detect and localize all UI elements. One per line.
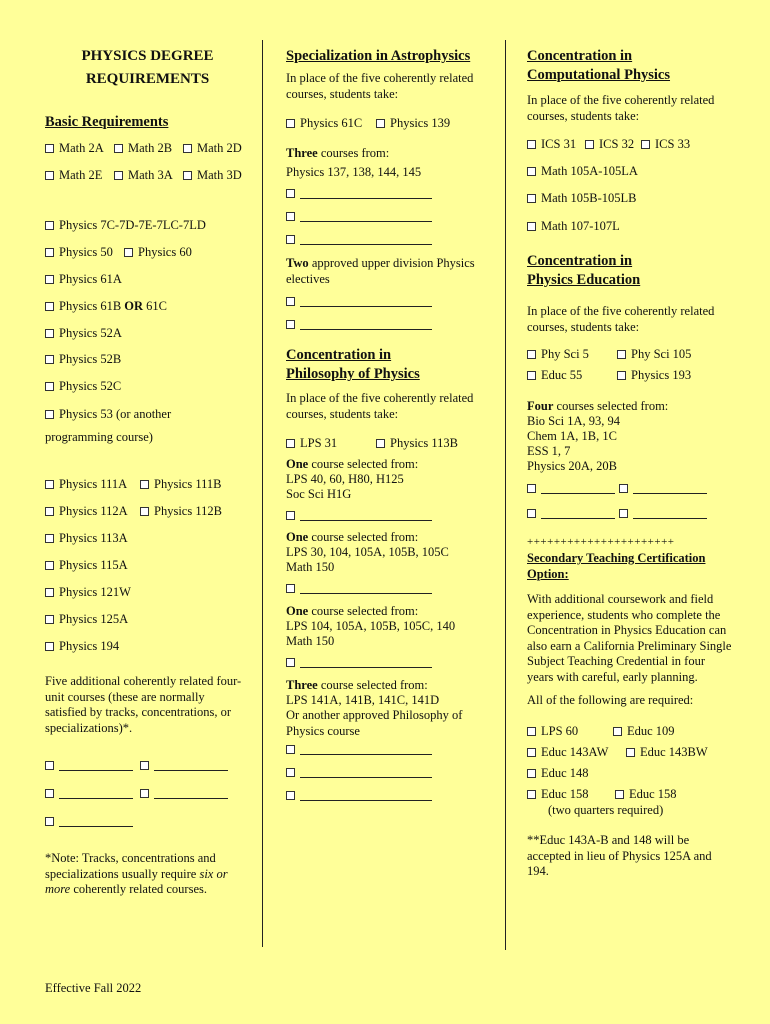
four-list-1: Bio Sci 1A, 93, 94: [527, 414, 621, 428]
checkbox-icon[interactable]: [286, 658, 295, 667]
checkbox-physics-113a[interactable]: Physics 113A: [45, 531, 128, 547]
checkbox-icon[interactable]: [114, 171, 123, 180]
elective-blank-3[interactable]: [45, 786, 133, 802]
elective-blank-1[interactable]: [45, 758, 133, 774]
checkbox-icon[interactable]: [140, 507, 149, 516]
one-course-list-3b: Math 150: [286, 634, 335, 648]
checkbox-educ-143aw[interactable]: Educ 143AW: [527, 745, 608, 761]
checkbox-phy-sci-5[interactable]: Phy Sci 5: [527, 347, 589, 363]
checkbox-educ-109[interactable]: Educ 109: [613, 724, 675, 740]
checkbox-icon[interactable]: [45, 302, 54, 311]
philosophy-intro: In place of the five coherently related courses, students take:: [286, 391, 474, 421]
checkbox-physics-52c[interactable]: Physics 52C: [45, 379, 121, 395]
checkbox-math-107[interactable]: Math 107-107L: [527, 219, 620, 235]
checkbox-lps-60[interactable]: LPS 60: [527, 724, 578, 740]
checkbox-lps-31[interactable]: LPS 31: [286, 436, 337, 452]
checkbox-icon[interactable]: [286, 235, 295, 244]
astro-blank-4[interactable]: [286, 294, 432, 310]
astro-blank-3[interactable]: [286, 232, 432, 248]
checkbox-physics-52a[interactable]: Physics 52A: [45, 326, 122, 342]
checkbox-icon[interactable]: [527, 140, 536, 149]
one-course-label-1: One course selected from:: [286, 457, 419, 471]
checkbox-icon[interactable]: [183, 171, 192, 180]
elective-blank-5[interactable]: [45, 814, 133, 830]
checkbox-physics-61a[interactable]: Physics 61A: [45, 272, 122, 288]
checkbox-physics-115a[interactable]: Physics 115A: [45, 558, 128, 574]
checkbox-math-2e[interactable]: Math 2E: [45, 168, 102, 184]
title-line-2: REQUIREMENTS: [85, 71, 210, 87]
checkbox-icon[interactable]: [140, 761, 149, 770]
checkbox-icon[interactable]: [527, 727, 536, 736]
checkbox-icon[interactable]: [45, 144, 54, 153]
checkbox-icon[interactable]: [585, 140, 594, 149]
checkbox-icon[interactable]: [286, 439, 295, 448]
page-title: [45, 45, 250, 91]
educ-footnote: **Educ 143A-B and 148 will be accepted in lieu of Physics 125A and 194.: [527, 833, 712, 878]
checkbox-physics-194[interactable]: Physics 194: [45, 639, 119, 655]
checkbox-physics-111b[interactable]: Physics 111B: [140, 477, 222, 493]
phil-blank-1[interactable]: [286, 508, 432, 524]
checkbox-icon[interactable]: [619, 509, 628, 518]
edu-blank-1[interactable]: [527, 481, 615, 497]
checkbox-math-2a[interactable]: Math 2A: [45, 141, 104, 157]
checkbox-icon[interactable]: [527, 769, 536, 778]
phil-blank-4[interactable]: [286, 742, 432, 758]
checkbox-icon[interactable]: [45, 642, 54, 651]
one-course-list-3: LPS 104, 105A, 105B, 105C, 140: [286, 619, 456, 633]
checkbox-icon[interactable]: [183, 144, 192, 153]
physics-53-note: programming course): [45, 430, 153, 444]
checkbox-educ-158-b[interactable]: Educ 158: [615, 787, 677, 803]
one-course-list-1: LPS 40, 60, H80, H125: [286, 472, 404, 486]
checkbox-icon[interactable]: [45, 329, 54, 338]
title-line-1: PHYSICS DEGREE: [81, 48, 214, 64]
checkbox-icon[interactable]: [45, 507, 54, 516]
checkbox-icon[interactable]: [527, 748, 536, 757]
checkbox-physics-60[interactable]: Physics 60: [124, 245, 192, 261]
checkbox-icon[interactable]: [45, 382, 54, 391]
astrophysics-intro: In place of the five coherently related courses, students take:: [286, 71, 474, 101]
basic-requirements-heading: Basic Requirements: [45, 114, 169, 130]
computational-heading: Concentration in Computational Physics: [527, 48, 671, 83]
four-list-3: ESS 1, 7: [527, 444, 571, 458]
checkbox-icon[interactable]: [140, 789, 149, 798]
three-course-or: Or another approved Philosophy of Physics course: [286, 708, 463, 738]
checkbox-icon[interactable]: [45, 817, 54, 826]
edu-blank-2[interactable]: [619, 481, 707, 497]
checkbox-icon[interactable]: [286, 511, 295, 520]
astro-blank-1[interactable]: [286, 186, 432, 202]
checkbox-physics-7[interactable]: Physics 7C-7D-7E-7LC-7LD: [45, 218, 206, 234]
checkbox-icon[interactable]: [376, 439, 385, 448]
secondary-teaching-heading: Secondary Teaching Certification Option:: [527, 551, 706, 581]
checkbox-icon[interactable]: [286, 189, 295, 198]
one-course-list-1b: Soc Sci H1G: [286, 487, 352, 501]
checkbox-math-2d[interactable]: Math 2D: [183, 141, 242, 157]
astrophysics-heading: Specialization in Astrophysics: [286, 48, 471, 64]
checkbox-icon[interactable]: [641, 140, 650, 149]
checkbox-icon[interactable]: [286, 320, 295, 329]
three-course-label-2: Three course selected from:: [286, 678, 428, 692]
checkbox-ics-32[interactable]: ICS 32: [585, 137, 634, 153]
checkbox-icon[interactable]: [45, 789, 54, 798]
checkbox-icon[interactable]: [615, 790, 624, 799]
three-courses-label: Three courses from:: [286, 146, 390, 160]
checkbox-icon[interactable]: [286, 745, 295, 754]
checkbox-icon[interactable]: [626, 748, 635, 757]
checkbox-icon[interactable]: [286, 584, 295, 593]
checkbox-physics-112b[interactable]: Physics 112B: [140, 504, 222, 520]
checkbox-educ-158-a[interactable]: Educ 158: [527, 787, 589, 803]
phil-blank-6[interactable]: [286, 788, 432, 804]
checkbox-icon[interactable]: [619, 484, 628, 493]
five-additional-text: Five additional coherently related four-unit courses (these are normally satisfied by tracks, concentrations, or specializations)*.: [45, 674, 242, 735]
checkbox-physics-113b[interactable]: Physics 113B: [376, 436, 458, 452]
checkbox-icon[interactable]: [527, 484, 536, 493]
checkbox-icon[interactable]: [45, 615, 54, 624]
elective-blank-4[interactable]: [140, 786, 228, 802]
checkbox-icon[interactable]: [527, 371, 536, 380]
checkbox-physics-61c[interactable]: Physics 61C: [286, 116, 362, 132]
checkbox-physics-139[interactable]: Physics 139: [376, 116, 450, 132]
astro-blank-2[interactable]: [286, 209, 432, 225]
astro-blank-5[interactable]: [286, 317, 432, 333]
checkbox-icon[interactable]: [45, 561, 54, 570]
checkbox-phy-sci-105[interactable]: Phy Sci 105: [617, 347, 691, 363]
checkbox-icon[interactable]: [45, 275, 54, 284]
checkbox-physics-53[interactable]: Physics 53 (or another: [45, 407, 171, 423]
education-intro: In place of the five coherently related courses, students take:: [527, 304, 715, 334]
divider-right: [505, 40, 506, 950]
checkbox-icon[interactable]: [45, 248, 54, 257]
one-course-list-2: LPS 30, 104, 105A, 105B, 105C: [286, 545, 449, 559]
checkbox-icon[interactable]: [124, 248, 133, 257]
checkbox-icon[interactable]: [527, 350, 536, 359]
checkbox-icon[interactable]: [114, 144, 123, 153]
checkbox-icon[interactable]: [286, 791, 295, 800]
four-list-2: Chem 1A, 1B, 1C: [527, 429, 617, 443]
checkbox-physics-52b[interactable]: Physics 52B: [45, 352, 121, 368]
secondary-teaching-text: With additional coursework and field experience, students who complete the Concentration in Physics Education can also earn a California Preliminary Single Subject Teaching Credential in four years with careful, early planning.: [527, 592, 732, 684]
two-quarters-note: (two quarters required): [548, 803, 664, 817]
checkbox-icon[interactable]: [286, 119, 295, 128]
checkbox-physics-50[interactable]: Physics 50: [45, 245, 113, 261]
four-courses-label: Four courses selected from:: [527, 399, 669, 413]
checkbox-physics-121w[interactable]: Physics 121W: [45, 585, 131, 601]
checkbox-icon[interactable]: [527, 509, 536, 518]
divider-left: [262, 40, 263, 947]
tracks-note: *Note: Tracks, concentrations and specializations usually require six or more coherently related courses.: [45, 851, 228, 896]
one-course-label-3: One course selected from:: [286, 604, 419, 618]
elective-blank-2[interactable]: [140, 758, 228, 774]
checkbox-icon[interactable]: [527, 194, 536, 203]
checkbox-math-2b[interactable]: Math 2B: [114, 141, 172, 157]
checkbox-math-3d[interactable]: Math 3D: [183, 168, 242, 184]
all-required-label: All of the following are required:: [527, 693, 694, 707]
phil-blank-3[interactable]: [286, 655, 432, 671]
checkbox-icon[interactable]: [527, 167, 536, 176]
checkbox-icon[interactable]: [527, 222, 536, 231]
checkbox-icon[interactable]: [613, 727, 622, 736]
checkbox-math-3a[interactable]: Math 3A: [114, 168, 173, 184]
three-course-list-2: LPS 141A, 141B, 141C, 141D: [286, 693, 440, 707]
checkbox-educ-148[interactable]: Educ 148: [527, 766, 589, 782]
edu-blank-4[interactable]: [619, 506, 707, 522]
checkbox-ics-31[interactable]: ICS 31: [527, 137, 576, 153]
checkbox-physics-125a[interactable]: Physics 125A: [45, 612, 128, 628]
three-courses-list: Physics 137, 138, 144, 145: [286, 165, 422, 179]
computational-intro: In place of the five coherently related courses, students take:: [527, 93, 715, 123]
checkbox-icon[interactable]: [45, 761, 54, 770]
checkbox-math-105b[interactable]: Math 105B-105LB: [527, 191, 636, 207]
checkbox-icon[interactable]: [286, 212, 295, 221]
phil-blank-2[interactable]: [286, 581, 432, 597]
one-course-label-2: One course selected from:: [286, 530, 419, 544]
checkbox-educ-143bw[interactable]: Educ 143BW: [626, 745, 708, 761]
checkbox-icon[interactable]: [527, 790, 536, 799]
checkbox-icon[interactable]: [45, 355, 54, 364]
checkbox-icon[interactable]: [45, 534, 54, 543]
checkbox-icon[interactable]: [617, 350, 626, 359]
footer-effective-date: Effective Fall 2022: [45, 981, 142, 995]
checkbox-icon[interactable]: [286, 768, 295, 777]
checkbox-physics-61b-61c[interactable]: Physics 61B OR 61C: [45, 299, 167, 315]
checkbox-icon[interactable]: [140, 480, 149, 489]
education-heading: Concentration in Physics Education: [527, 253, 641, 288]
checkbox-physics-193[interactable]: Physics 193: [617, 368, 691, 384]
checkbox-icon[interactable]: [45, 410, 54, 419]
checkbox-icon[interactable]: [45, 221, 54, 230]
two-electives-label: Two approved upper division Physics electives: [286, 256, 475, 286]
checkbox-icon[interactable]: [45, 171, 54, 180]
column-astro-philosophy: [286, 0, 486, 1024]
checkbox-icon[interactable]: [286, 297, 295, 306]
checkbox-math-105a[interactable]: Math 105A-105LA: [527, 164, 638, 180]
one-course-list-2b: Math 150: [286, 560, 335, 574]
phil-blank-5[interactable]: [286, 765, 432, 781]
checkbox-educ-55[interactable]: Educ 55: [527, 368, 582, 384]
philosophy-heading: Concentration in Philosophy of Physics: [286, 347, 420, 382]
checkbox-ics-33[interactable]: ICS 33: [641, 137, 690, 153]
column-computational-education: [527, 0, 747, 1024]
checkbox-physics-112a[interactable]: Physics 112A: [45, 504, 128, 520]
checkbox-icon[interactable]: [617, 371, 626, 380]
edu-blank-3[interactable]: [527, 506, 615, 522]
checkbox-icon[interactable]: [376, 119, 385, 128]
checkbox-physics-111a[interactable]: Physics 111A: [45, 477, 127, 493]
checkbox-icon[interactable]: [45, 480, 54, 489]
separator-plus-line: ++++++++++++++++++++++: [527, 536, 675, 548]
checkbox-icon[interactable]: [45, 588, 54, 597]
column-basic-requirements: [45, 0, 250, 1024]
four-list-4: Physics 20A, 20B: [527, 459, 617, 473]
